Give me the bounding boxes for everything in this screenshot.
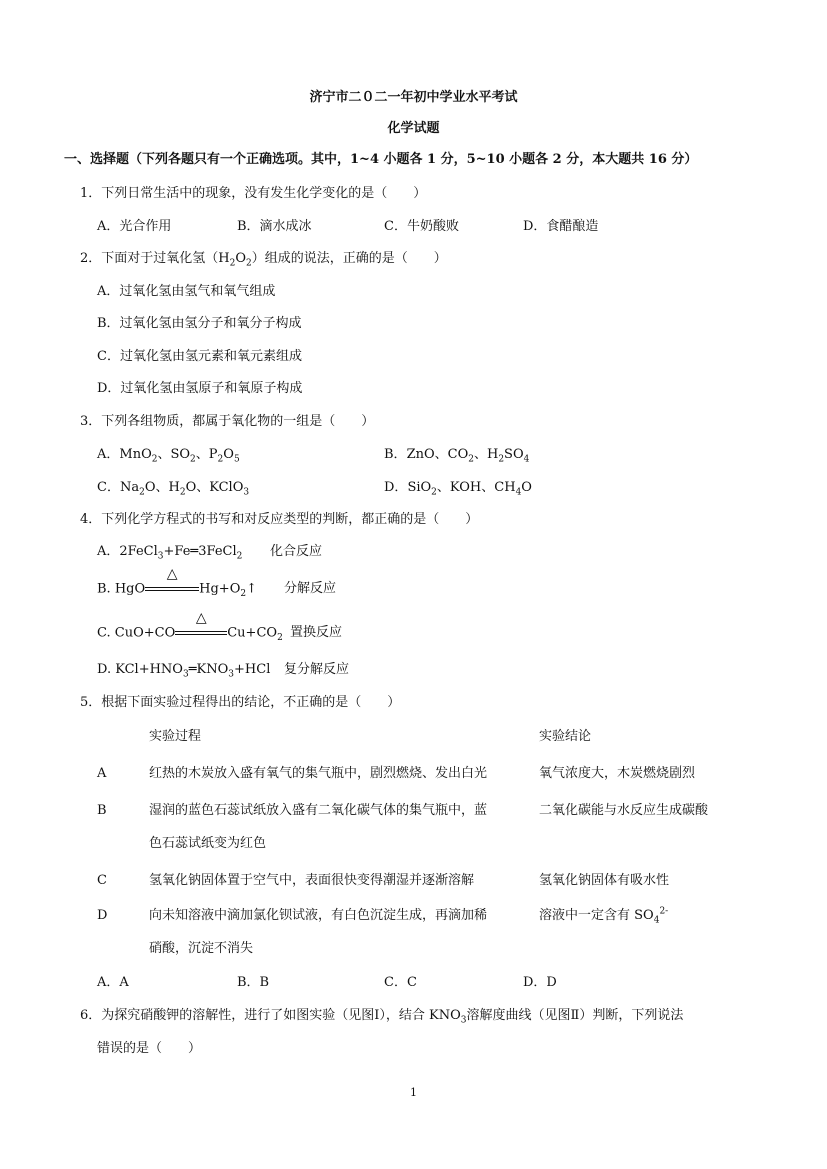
q5-row-b-letter: B — [97, 803, 107, 818]
q6-stem-line2: 错误的是（ ） — [97, 1041, 202, 1056]
heat-triangle-icon: △ — [195, 610, 207, 626]
section-heading: 一、选择题（下列各题只有一个正确选项。其中，1~4 小题各 1 分，5~10 小题各 2 分，本大题共 16 分） — [64, 152, 698, 167]
q3-option-c: C．$Na_2O$、$H_2O$、KClO$_3$ — [97, 480, 250, 498]
q3-option-a: A．MnO$_2$、$SO_2$、$P_2O_5$ — [97, 447, 240, 465]
q5-row-d-process: 向未知溶液中滴加氯化钡试液，有白色沉淀生成，再滴加稀 — [149, 908, 488, 923]
q1-option-b: B．滴水成冰 — [237, 219, 312, 234]
q4-option-a: A．2FeCl$_3$+Fe═3FeCl$_2$ — [97, 544, 243, 562]
q2-option-a: A．过氧化氢由氢气和氧气组成 — [97, 284, 276, 299]
q5-header-conclusion: 实验结论 — [539, 729, 592, 744]
q3-stem: 3．下列各组物质，都属于氧化物的一组是（ ） — [80, 414, 375, 429]
q4-option-b: B. HgO △ $Hg+O_2↑$ — [97, 566, 257, 600]
q1-stem: 1．下列日常生活中的现象，没有发生化学变化的是（ ） — [80, 186, 427, 201]
q5-row-c-letter: C — [97, 873, 107, 888]
q4-option-a-type: 化合反应 — [270, 544, 323, 559]
q5-row-a-letter: A — [97, 766, 107, 781]
q5-option-d: D．D — [523, 975, 557, 990]
q5-option-a: A．A — [97, 975, 129, 990]
q5-row-a-process: 红热的木炭放入盛有氧气的集气瓶中，剧烈燃烧、发出白光 — [149, 766, 488, 781]
q2-option-c: C．过氧化氢由氢元素和氧元素组成 — [97, 349, 302, 364]
q5-stem: 5．根据下面实验过程得出的结论，不正确的是（ ） — [80, 695, 401, 710]
q1-option-a: A．光合作用 — [97, 219, 172, 234]
q5-row-a-conclusion: 氧气浓度大，木炭燃烧剧烈 — [539, 766, 696, 781]
heat-triangle-icon: △ — [166, 566, 178, 582]
exam-title: 济宁市二０二一年初中学业水平考试 — [309, 90, 518, 105]
q5-row-b-process-cont: 色石蕊试纸变为红色 — [149, 836, 267, 851]
q1-option-d: D．食醋酿造 — [523, 219, 599, 234]
q1-option-c: C．牛奶酸败 — [384, 219, 459, 234]
q2-option-b: B．过氧化氢由氢分子和氧分子构成 — [97, 316, 302, 331]
q5-option-c: C．C — [384, 975, 417, 990]
q2-option-d: D．过氧化氢由氢原子和氧原子构成 — [97, 381, 303, 396]
q5-option-b: B．B — [237, 975, 270, 990]
q4-option-d: D. $KCl+HNO_3═KNO_3+HCl$ — [97, 662, 271, 680]
q3-option-b: B．ZnO、$CO_2$、$H_2SO_4$ — [384, 447, 530, 465]
q3-option-d: D．SiO$_2$、KOH、$CH_4O$ — [384, 480, 532, 498]
q4-stem: 4．下列化学方程式的书写和对反应类型的判断，都正确的是（ ） — [80, 512, 479, 527]
q4-option-c-type: 置换反应 — [290, 625, 343, 640]
q5-row-c-process: 氢氧化钠固体置于空气中，表面很快变得潮湿并逐渐溶解 — [149, 873, 475, 888]
q6-stem-line1: 6．为探究硝酸钾的溶解性，进行了如图实验（见图Ⅰ），结合 $KNO_3$溶解度曲线（见图Ⅱ）判断，下列说法 — [80, 1008, 684, 1026]
q5-header-process: 实验过程 — [149, 729, 202, 744]
q5-row-c-conclusion: 氢氧化钠固体有吸水性 — [539, 873, 670, 888]
q4-option-c: C. CuO+CO △ $Cu+CO_2$ — [97, 610, 283, 644]
q2-stem: 2．下面对于过氧化氢$(H_2O_2)$组成的说法，正确的是（ ） — [80, 251, 447, 269]
q5-row-d-letter: D — [97, 908, 108, 923]
q5-row-b-process: 湿润的蓝色石蕊试纸放入盛有二氧化碳气体的集气瓶中，蓝 — [149, 803, 488, 818]
q5-row-d-process-cont: 硝酸，沉淀不消失 — [149, 941, 254, 956]
exam-subtitle: 化学试题 — [387, 121, 440, 136]
q5-row-d-conclusion: 溶液中一定含有 $SO_4^{2-}$ — [539, 906, 669, 926]
page-number: 1 — [410, 1086, 417, 1099]
q4-option-d-type: 复分解反应 — [284, 662, 350, 677]
q4-option-b-type: 分解反应 — [284, 581, 337, 596]
q5-row-b-conclusion: 二氧化碳能与水反应生成碳酸 — [539, 803, 709, 818]
